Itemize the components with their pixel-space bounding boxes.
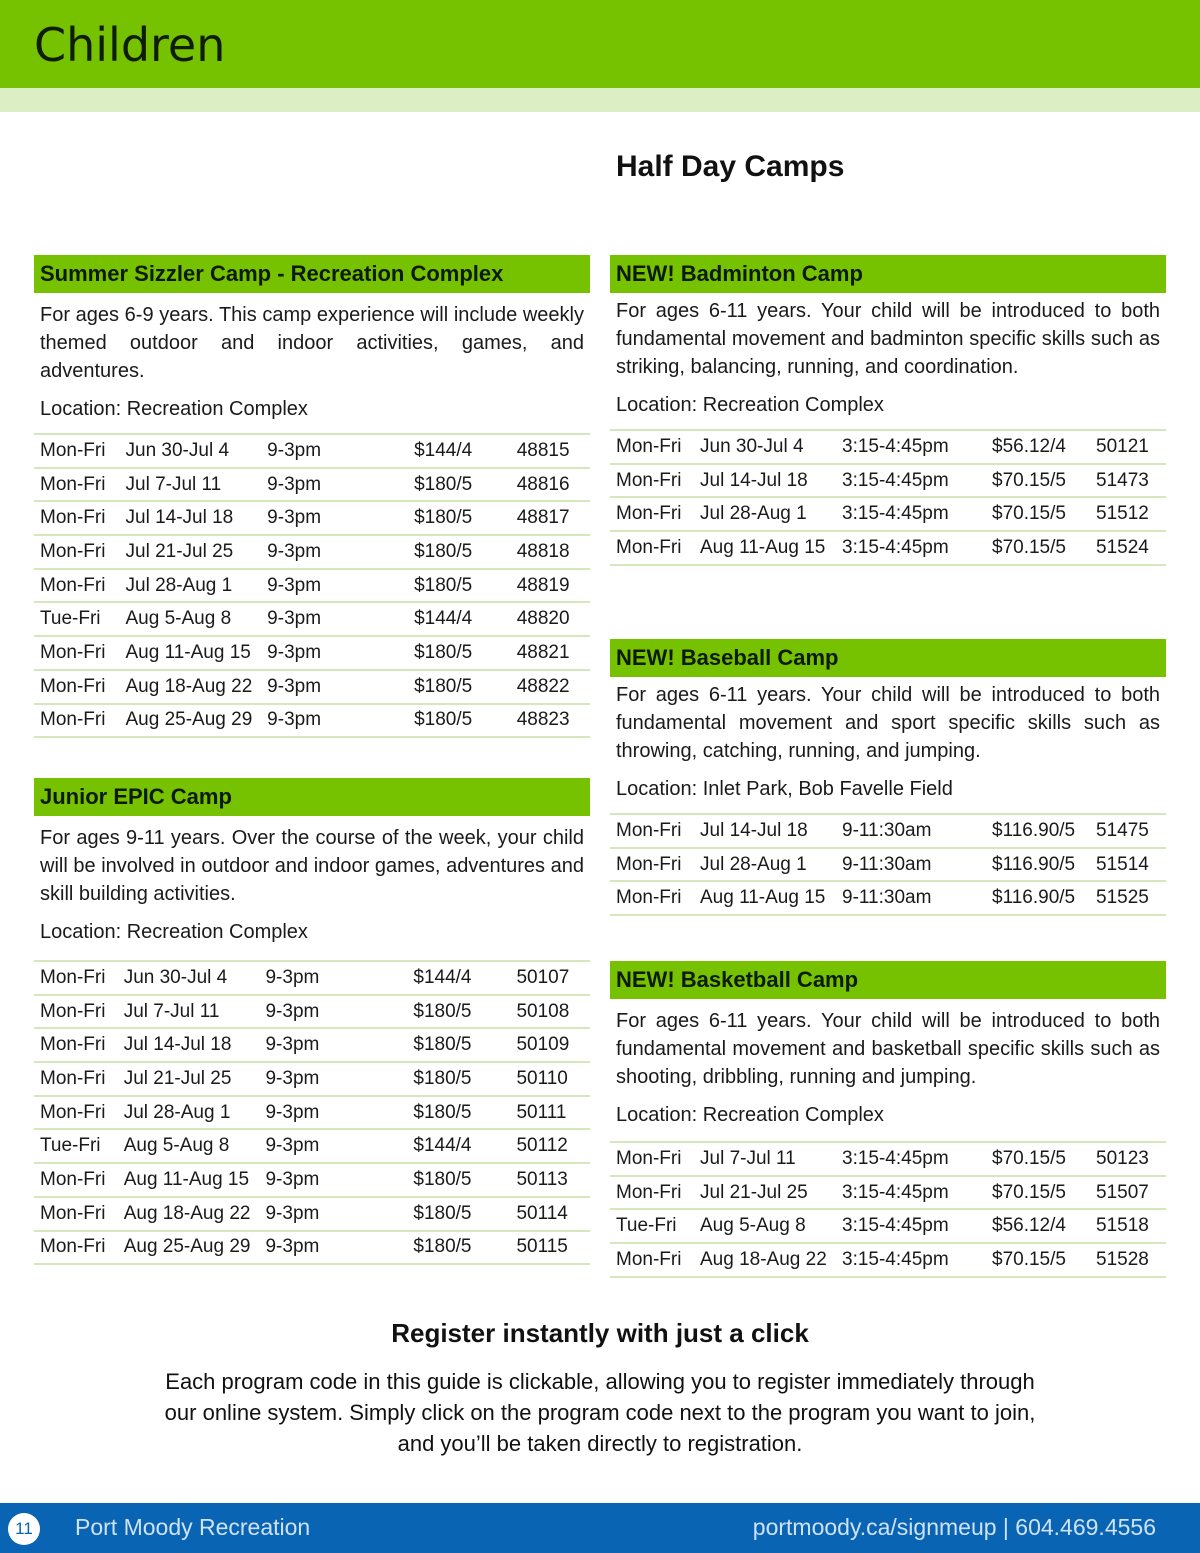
program-code[interactable]: 50110 [510,1062,590,1096]
program-code[interactable]: 51514 [1090,848,1166,882]
schedule-row [610,1142,1166,1176]
schedule-table [610,1141,1166,1278]
program-code[interactable]: 51473 [1090,464,1166,498]
time-cell: 9-3pm [259,1197,407,1231]
schedule-row [34,636,590,670]
time-cell: 3:15-4:45pm [836,1176,986,1210]
days-cell: Tue-Fri [34,1129,118,1163]
time-cell: 9-3pm [261,434,408,468]
fee-cell: $180/5 [407,1163,510,1197]
fee-cell: $180/5 [407,1028,510,1062]
fee-cell: $144/4 [407,961,510,995]
program-code[interactable]: 48819 [511,569,590,603]
footer-organization: Port Moody Recreation [75,1514,311,1540]
schedule-row [610,1209,1166,1243]
baseball-camp [610,639,1166,916]
time-cell: 9-11:30am [836,848,986,882]
program-code[interactable]: 51525 [1090,881,1166,915]
time-cell: 9-3pm [261,704,408,738]
program-code[interactable]: 50121 [1090,430,1166,464]
camp-location: Location: Recreation Complex [616,1104,884,1126]
junior-epic-camp [34,778,590,1265]
basketball-camp [610,961,1166,1278]
dates-cell: Jul 28-Aug 1 [118,1096,260,1130]
schedule-row [610,464,1166,498]
days-cell: Mon-Fri [610,814,694,848]
time-cell: 9-3pm [259,1028,407,1062]
dates-cell: Jul 7-Jul 11 [118,995,260,1029]
time-cell: 3:15-4:45pm [836,531,986,565]
time-cell: 9-3pm [259,1129,407,1163]
fee-cell: $56.12/4 [986,1209,1090,1243]
fee-cell: $116.90/5 [986,848,1090,882]
time-cell: 3:15-4:45pm [836,1209,986,1243]
fee-cell: $70.15/5 [986,1142,1090,1176]
days-cell: Tue-Fri [34,602,120,636]
fee-cell: $180/5 [407,1096,510,1130]
time-cell: 9-11:30am [836,814,986,848]
dates-cell: Jul 7-Jul 11 [694,1142,836,1176]
time-cell: 9-3pm [261,636,408,670]
time-cell: 3:15-4:45pm [836,464,986,498]
dates-cell: Aug 18-Aug 22 [118,1197,260,1231]
fee-cell: $70.15/5 [986,497,1090,531]
program-code[interactable]: 50115 [510,1231,590,1265]
program-code[interactable]: 50114 [510,1197,590,1231]
days-cell: Mon-Fri [34,1096,118,1130]
camp-description: For ages 6-9 years. This camp experience will include weekly themed outdoor and indoor activities, games, and adventures. [40,304,584,382]
time-cell: 9-3pm [259,1231,407,1265]
dates-cell: Aug 11-Aug 15 [694,531,836,565]
fee-cell: $180/5 [407,1062,510,1096]
header-sub-bar [0,88,1200,112]
page-number: 11 [8,1513,40,1545]
dates-cell: Aug 25-Aug 29 [118,1231,260,1265]
days-cell: Mon-Fri [34,961,118,995]
fee-cell: $180/5 [408,535,511,569]
time-cell: 9-3pm [261,468,408,502]
schedule-row [34,434,590,468]
schedule-row [610,430,1166,464]
days-cell: Mon-Fri [610,848,694,882]
program-code[interactable]: 51475 [1090,814,1166,848]
time-cell: 9-3pm [261,501,408,535]
camp-description: For ages 9-11 years. Over the course of the week, your child will be involved in outdoor and indoor games, adventures and skill building activities. [40,827,584,905]
register-heading: Register instantly with just a click [391,1318,809,1348]
schedule-row [610,814,1166,848]
schedule-table [610,429,1166,566]
time-cell: 9-3pm [261,535,408,569]
program-code[interactable]: 50108 [510,995,590,1029]
summer-sizzler-camp [34,255,590,738]
program-code[interactable]: 48815 [511,434,590,468]
dates-cell: Jul 21-Jul 25 [120,535,262,569]
fee-cell: $70.15/5 [986,531,1090,565]
days-cell: Mon-Fri [34,468,120,502]
dates-cell: Aug 18-Aug 22 [694,1243,836,1277]
dates-cell: Jun 30-Jul 4 [694,430,836,464]
schedule-row [34,1028,590,1062]
camp-location: Location: Recreation Complex [40,398,308,420]
fee-cell: $180/5 [408,569,511,603]
schedule-row [34,1129,590,1163]
time-cell: 9-3pm [259,1096,407,1130]
dates-cell: Jul 14-Jul 18 [694,814,836,848]
program-code[interactable]: 48822 [511,670,590,704]
time-cell: 9-11:30am [836,881,986,915]
time-cell: 9-3pm [259,961,407,995]
dates-cell: Jul 14-Jul 18 [694,464,836,498]
program-code[interactable]: 51528 [1090,1243,1166,1277]
program-code[interactable]: 48817 [511,501,590,535]
camp-description: For ages 6-11 years. Your child will be introduced to both fundamental movement and badminton specific skills such as striking, balancing, running, and coordination. [616,300,1160,378]
fee-cell: $180/5 [407,1197,510,1231]
schedule-row [34,468,590,502]
dates-cell: Aug 11-Aug 15 [118,1163,260,1197]
schedule-row [34,961,590,995]
days-cell: Mon-Fri [610,881,694,915]
days-cell: Mon-Fri [34,1197,118,1231]
schedule-row [610,848,1166,882]
program-code[interactable]: 48818 [511,535,590,569]
camp-title: NEW! Baseball Camp [610,639,1166,677]
dates-cell: Aug 18-Aug 22 [120,670,262,704]
days-cell: Mon-Fri [34,535,120,569]
days-cell: Mon-Fri [610,464,694,498]
program-code[interactable]: 51512 [1090,497,1166,531]
schedule-row [34,1231,590,1265]
dates-cell: Jul 21-Jul 25 [694,1176,836,1210]
schedule-table [610,813,1166,916]
time-cell: 9-3pm [261,670,408,704]
program-code[interactable]: 51518 [1090,1209,1166,1243]
dates-cell: Aug 25-Aug 29 [120,704,262,738]
fee-cell: $180/5 [408,670,511,704]
time-cell: 3:15-4:45pm [836,430,986,464]
program-code[interactable]: 48823 [511,704,590,738]
schedule-table [34,960,590,1265]
days-cell: Mon-Fri [34,636,120,670]
schedule-row [34,1096,590,1130]
days-cell: Mon-Fri [34,995,118,1029]
dates-cell: Jul 28-Aug 1 [694,497,836,531]
time-cell: 3:15-4:45pm [836,1142,986,1176]
schedule-row [610,1176,1166,1210]
days-cell: Mon-Fri [610,531,694,565]
schedule-row [34,704,590,738]
dates-cell: Aug 5-Aug 8 [118,1129,260,1163]
schedule-row [610,1243,1166,1277]
dates-cell: Aug 11-Aug 15 [120,636,262,670]
dates-cell: Jun 30-Jul 4 [118,961,260,995]
dates-cell: Jul 14-Jul 18 [120,501,262,535]
schedule-row [34,1163,590,1197]
days-cell: Mon-Fri [34,704,120,738]
schedule-row [34,535,590,569]
fee-cell: $144/4 [408,434,511,468]
days-cell: Mon-Fri [34,1163,118,1197]
time-cell: 9-3pm [259,995,407,1029]
page-section-title: Children [34,18,226,72]
fee-cell: $116.90/5 [986,814,1090,848]
schedule-row [34,501,590,535]
program-code[interactable]: 48821 [511,636,590,670]
camp-location: Location: Inlet Park, Bob Favelle Field [616,778,953,800]
program-code[interactable]: 50107 [510,961,590,995]
fee-cell: $116.90/5 [986,881,1090,915]
dates-cell: Jul 7-Jul 11 [120,468,262,502]
days-cell: Mon-Fri [610,1142,694,1176]
camp-title: NEW! Basketball Camp [610,961,1166,999]
program-code[interactable]: 51507 [1090,1176,1166,1210]
program-code[interactable]: 50112 [510,1129,590,1163]
fee-cell: $180/5 [408,468,511,502]
fee-cell: $144/4 [407,1129,510,1163]
time-cell: 9-3pm [259,1163,407,1197]
dates-cell: Jul 21-Jul 25 [118,1062,260,1096]
days-cell: Mon-Fri [34,1231,118,1265]
fee-cell: $56.12/4 [986,430,1090,464]
program-code[interactable]: 50111 [510,1096,590,1130]
schedule-row [610,881,1166,915]
program-code[interactable]: 48820 [511,602,590,636]
days-cell: Tue-Fri [610,1209,694,1243]
camp-title: Junior EPIC Camp [34,778,590,816]
camp-title: Summer Sizzler Camp - Recreation Complex [34,255,590,293]
program-code[interactable]: 51524 [1090,531,1166,565]
fee-cell: $180/5 [408,636,511,670]
schedule-row [34,995,590,1029]
schedule-row [34,670,590,704]
register-text: Each program code in this guide is clickable, allowing you to register immediately through our online system. Simply click on the program code next to the program you want to join, and you’ll be taken directly to registration. [164,1369,1036,1456]
schedule-row [610,531,1166,565]
days-cell: Mon-Fri [34,569,120,603]
camp-location: Location: Recreation Complex [40,921,308,943]
dates-cell: Aug 5-Aug 8 [694,1209,836,1243]
days-cell: Mon-Fri [34,501,120,535]
fee-cell: $180/5 [407,1231,510,1265]
dates-cell: Aug 5-Aug 8 [120,602,262,636]
days-cell: Mon-Fri [34,670,120,704]
time-cell: 9-3pm [261,569,408,603]
camp-title: NEW! Badminton Camp [610,255,1166,293]
program-code[interactable]: 50123 [1090,1142,1166,1176]
days-cell: Mon-Fri [34,434,120,468]
time-cell: 9-3pm [261,602,408,636]
time-cell: 9-3pm [259,1062,407,1096]
days-cell: Mon-Fri [610,1243,694,1277]
camp-description: For ages 6-11 years. Your child will be introduced to both fundamental movement and sport specific skills such as throwing, catching, running, and jumping. [616,684,1160,762]
program-code[interactable]: 50113 [510,1163,590,1197]
half-day-camps-heading: Half Day Camps [616,150,845,183]
fee-cell: $180/5 [407,995,510,1029]
dates-cell: Jun 30-Jul 4 [120,434,262,468]
dates-cell: Jul 28-Aug 1 [694,848,836,882]
dates-cell: Jul 28-Aug 1 [120,569,262,603]
fee-cell: $70.15/5 [986,1243,1090,1277]
days-cell: Mon-Fri [610,497,694,531]
camp-location: Location: Recreation Complex [616,394,884,416]
days-cell: Mon-Fri [610,1176,694,1210]
program-code[interactable]: 50109 [510,1028,590,1062]
days-cell: Mon-Fri [34,1062,118,1096]
schedule-row [34,1197,590,1231]
time-cell: 3:15-4:45pm [836,1243,986,1277]
dates-cell: Aug 11-Aug 15 [694,881,836,915]
time-cell: 3:15-4:45pm [836,497,986,531]
days-cell: Mon-Fri [610,430,694,464]
schedule-row [34,602,590,636]
schedule-table [34,433,590,738]
schedule-row [34,569,590,603]
program-code[interactable]: 48816 [511,468,590,502]
fee-cell: $70.15/5 [986,1176,1090,1210]
badminton-camp [610,255,1166,566]
schedule-row [34,1062,590,1096]
camp-description: For ages 6-11 years. Your child will be introduced to both fundamental movement and basketball specific skills such as shooting, dribbling, running and jumping. [616,1010,1160,1088]
footer-contact-link[interactable]: portmoody.ca/signmeup | 604.469.4556 [752,1514,1156,1540]
fee-cell: $70.15/5 [986,464,1090,498]
fee-cell: $180/5 [408,704,511,738]
days-cell: Mon-Fri [34,1028,118,1062]
fee-cell: $144/4 [408,602,511,636]
dates-cell: Jul 14-Jul 18 [118,1028,260,1062]
fee-cell: $180/5 [408,501,511,535]
schedule-row [610,497,1166,531]
